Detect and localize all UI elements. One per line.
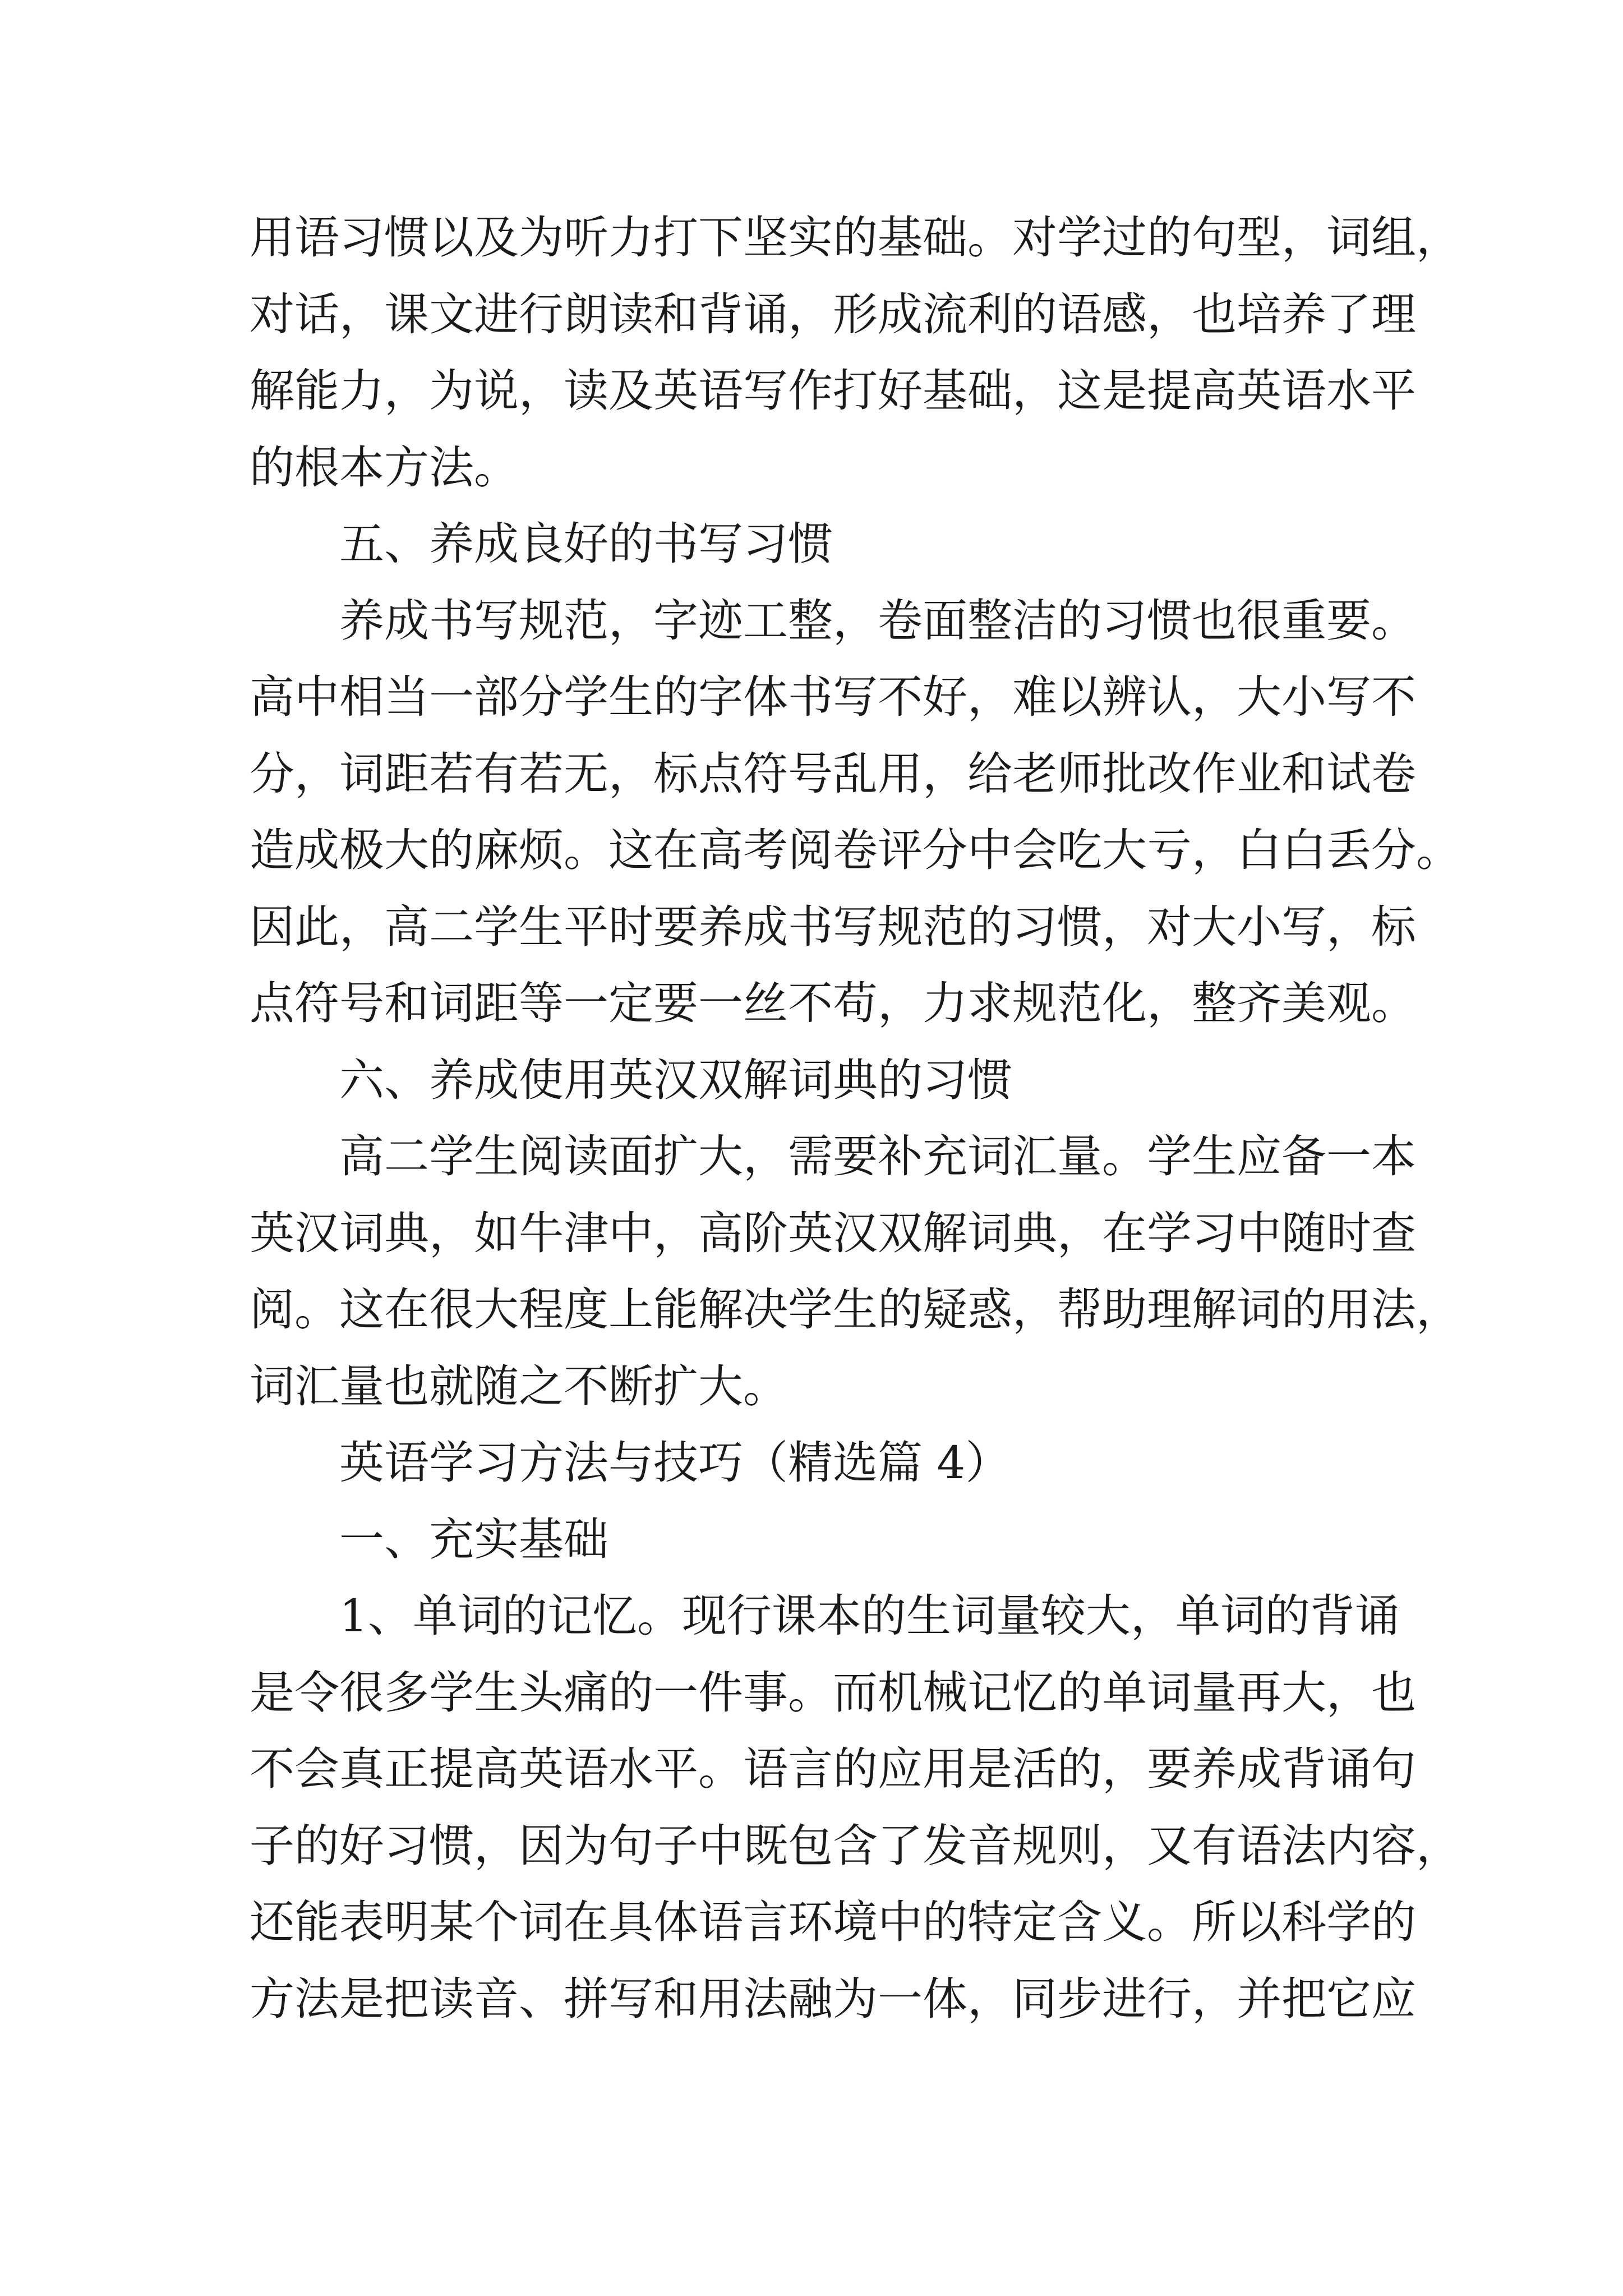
text-line: 解能力，为说，读及英语写作打好基础，这是提高英语水平 xyxy=(250,365,1416,417)
text-line: 还能表明某个词在具体语言环境中的特定含义。所以科学的 xyxy=(250,1896,1416,1948)
article-heading: 英语学习方法与技巧（精选篇 4） xyxy=(339,1437,1011,1489)
text-line: 分，词距若有若无，标点符号乱用，给老师批改作业和试卷 xyxy=(250,747,1416,800)
section-heading: 五、养成良好的书写习惯 xyxy=(339,518,833,570)
text-line: 造成极大的麻烦。这在高考阅卷评分中会吃大亏，白白丢分。 xyxy=(250,824,1461,876)
document-body xyxy=(250,200,1461,2037)
text-line: 是令很多学生头痛的一件事。而机械记忆的单词量再大，也 xyxy=(250,1666,1416,1719)
text-line: 不会真正提高英语水平。语言的应用是活的，要养成背诵句 xyxy=(250,1743,1416,1795)
section-heading: 六、养成使用英汉双解词典的习惯 xyxy=(339,1053,1012,1106)
text-line: 点符号和词距等一定要一丝不苟，力求规范化，整齐美观。 xyxy=(250,977,1416,1029)
text-line: 高中相当一部分学生的字体书写不好，难以辨认，大小写不 xyxy=(250,671,1416,723)
paragraph-first-line: 养成书写规范，字迹工整，卷面整洁的习惯也很重要。 xyxy=(339,594,1416,647)
section-heading: 一、充实基础 xyxy=(339,1513,608,1566)
paragraph-first-line: 1、单词的记忆。现行课本的生词量较大，单词的背诵 xyxy=(339,1590,1400,1642)
text-line: 英汉词典，如牛津中，高阶英汉双解词典，在学习中随时查 xyxy=(250,1207,1416,1259)
text-line: 子的好习惯，因为句子中既包含了发音规则，又有语法内容， xyxy=(250,1819,1461,1872)
text-line: 词汇量也就随之不断扩大。 xyxy=(250,1360,788,1412)
text-line: 对话，课文进行朗读和背诵，形成流利的语感，也培养了理 xyxy=(250,288,1416,341)
text-line: 因此，高二学生平时要养成书写规范的习惯，对大小写，标 xyxy=(250,900,1416,953)
text-line: 方法是把读音、拼写和用法融为一体，同步进行，并把它应 xyxy=(250,1972,1416,2025)
text-line: 阅。这在很大程度上能解决学生的疑惑，帮助理解词的用法， xyxy=(250,1283,1461,1336)
text-line: 用语习惯以及为听力打下坚实的基础。对学过的句型，词组， xyxy=(250,211,1461,264)
text-line: 的根本方法。 xyxy=(250,441,519,494)
paragraph-first-line: 高二学生阅读面扩大，需要补充词汇量。学生应备一本 xyxy=(339,1130,1416,1182)
